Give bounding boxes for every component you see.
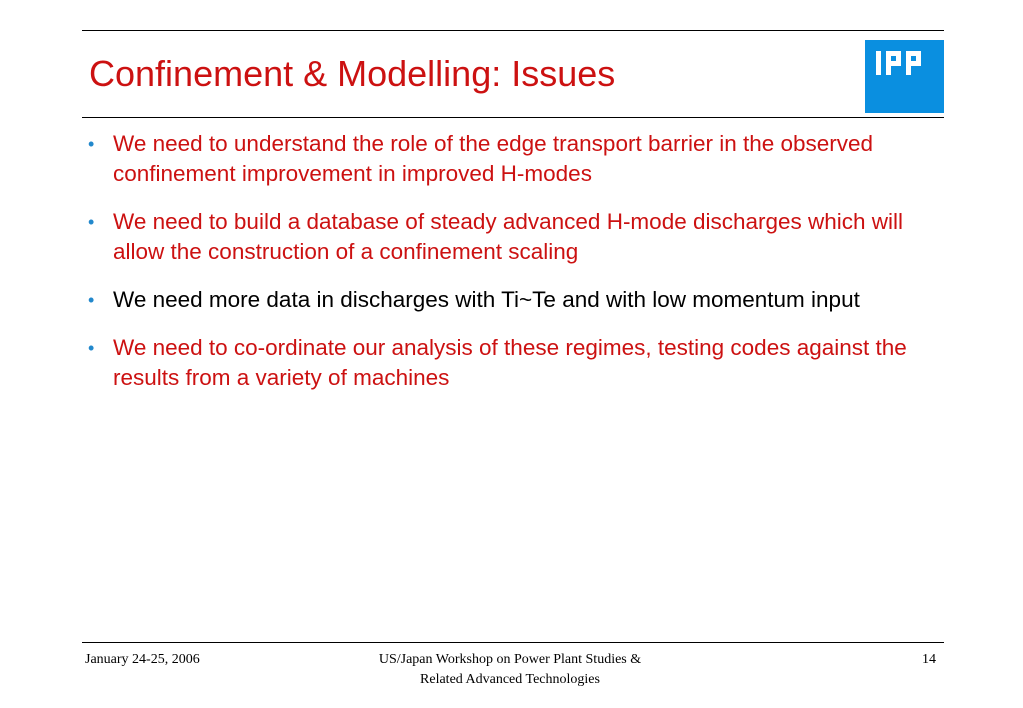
footer-page-number: 14 [922,652,936,667]
ipp-logo-icon [865,40,944,113]
footer-event-line1: US/Japan Workshop on Power Plant Studies & [378,652,642,667]
bullet-list [87,129,937,411]
bullet-item [87,129,937,189]
bullet-dot-icon: • [88,212,95,232]
footer-event-line2: Related Advanced Technologies [420,672,600,687]
bullet-text: We need to co-ordinate our analysis of these regimes, testing codes against the results from a variety of machines [113,335,907,390]
bullet-text: We need to build a database of steady advanced H-mode discharges which will allow the construction of a confinement scaling [113,209,904,264]
title-rule [82,117,944,118]
slide-title: Confinement & Modelling: Issues [89,53,616,94]
bullet-item [87,285,937,315]
bullet-dot-icon: • [88,134,95,154]
bullet-dot-icon: • [88,338,95,358]
bullet-item [87,333,937,393]
top-rule [82,30,944,31]
footer-event [310,650,710,690]
bullet-dot-icon: • [88,290,95,310]
bullet-text: We need more data in discharges with Ti~Te and with low momentum input [113,287,860,312]
bullet-text: We need to understand the role of the edge transport barrier in the observed confinement improvement in improved H-modes [113,131,874,186]
footer-date: January 24-25, 2006 [85,652,200,667]
footer-rule [82,642,944,643]
bullet-item [87,207,937,267]
